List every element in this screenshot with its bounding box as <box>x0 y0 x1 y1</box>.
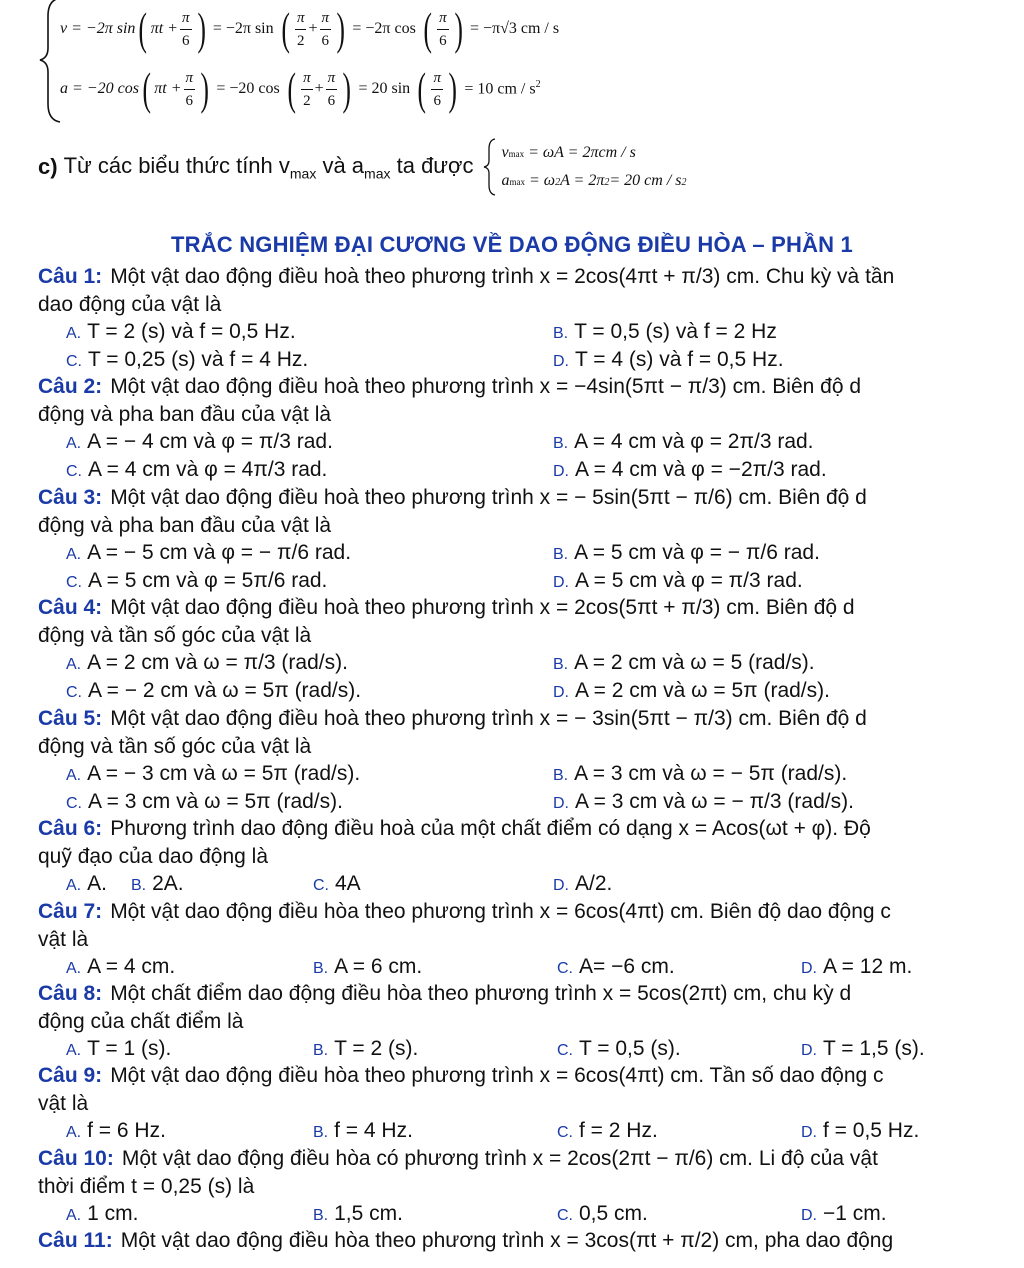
velocity-eq2: = −2π cos <box>352 20 416 37</box>
plus-sign: + <box>308 20 318 37</box>
answer-option-c[interactable] <box>313 870 361 899</box>
answer-option-c[interactable] <box>557 953 675 982</box>
question-label: Câu 4: <box>38 596 103 619</box>
fraction: $\frac{\pi}{2}$ <box>296 9 305 49</box>
part-c-text: Từ các biểu thức tính $v_{max}$ và $a_{max}$ ta được <box>63 152 474 182</box>
answer-option-d[interactable] <box>553 870 612 899</box>
option-text: A= −6 cm. <box>579 955 675 978</box>
answer-option-d[interactable] <box>553 456 827 485</box>
option-letter: B. <box>313 1042 329 1059</box>
option-letter: C. <box>66 683 82 701</box>
option-text: A = 2 cm và ω = 5π (rad/s). <box>575 678 830 702</box>
option-text: T = 2 (s) và f = 0,5 Hz. <box>87 320 296 343</box>
option-letter: A. <box>66 546 82 563</box>
question-6 <box>38 815 1024 842</box>
answer-option-b[interactable] <box>131 870 184 899</box>
answer-option-c[interactable] <box>66 788 343 817</box>
answer-option-b[interactable] <box>313 1035 418 1064</box>
option-letter: D. <box>553 794 569 812</box>
option-text: 4A <box>335 872 361 895</box>
answer-option-a[interactable] <box>66 953 175 982</box>
option-letter: A. <box>66 767 82 784</box>
option-text: A = − 3 cm và ω = 5π (rad/s). <box>87 762 361 785</box>
option-letter: C. <box>557 1124 573 1141</box>
option-letter: C. <box>66 794 82 812</box>
option-text: A = − 5 cm và φ = − π/6 rad. <box>87 541 352 564</box>
answer-option-b[interactable] <box>553 318 777 347</box>
acceleration-lhs: a = −20 cos <box>60 80 139 97</box>
max-values <box>501 144 686 190</box>
option-text: −1 cm. <box>823 1202 887 1225</box>
acceleration-term1-text: πt + <box>154 80 182 97</box>
answer-option-b[interactable] <box>313 1117 413 1146</box>
option-text: A = 4 cm và φ = 4π/3 rad. <box>88 457 328 481</box>
option-letter: B. <box>131 877 147 894</box>
question-text-continued: quỹ đạo của dao động là <box>38 844 269 868</box>
answer-option-b[interactable] <box>313 953 422 982</box>
vmax-row: v max = ωA = 2πcm / s <box>501 144 636 161</box>
acceleration-eq2: = 20 sin <box>358 80 411 97</box>
fraction: $\frac{\pi}{6}$ <box>185 69 194 109</box>
fraction: $\frac{\pi}{6}$ <box>439 9 447 49</box>
answer-option-c[interactable] <box>557 1117 658 1146</box>
option-text: A/2. <box>575 872 613 895</box>
option-letter: D. <box>801 1124 817 1141</box>
option-text: A = − 2 cm và ω = 5π (rad/s). <box>88 678 362 702</box>
answer-option-c[interactable] <box>66 346 308 375</box>
question-2 <box>38 373 1024 400</box>
answer-option-c[interactable] <box>66 677 361 706</box>
velocity-result: = −π√3 cm / s <box>469 20 560 37</box>
option-text: 0,5 cm. <box>579 1202 648 1225</box>
question-label: Câu 8: <box>38 982 103 1005</box>
option-text: f = 2 Hz. <box>579 1119 658 1142</box>
option-letter: C. <box>557 1042 573 1059</box>
question-text-continued: động và pha ban đầu của vật là <box>38 402 332 426</box>
question-text-continued: dao động của vật là <box>38 292 222 316</box>
option-letter: B. <box>313 960 329 977</box>
fraction: $\frac{\pi}{6}$ <box>433 69 441 109</box>
question-10 <box>38 1145 1024 1172</box>
option-letter: B. <box>553 767 569 784</box>
fraction: $\frac{\pi}{2}$ <box>303 69 311 109</box>
option-letter: D. <box>553 352 569 370</box>
answer-option-b[interactable] <box>553 760 847 789</box>
option-text: A = 4 cm và φ = 2π/3 rad. <box>574 430 814 453</box>
question-text-continued: vật là <box>38 927 89 951</box>
option-letter: B. <box>313 1124 329 1141</box>
option-text: A = 6 cm. <box>334 955 423 978</box>
question-label: Câu 11: <box>38 1229 113 1252</box>
superscript: 2 <box>535 79 541 91</box>
option-text: T = 0,25 (s) và f = 4 Hz. <box>88 347 309 371</box>
answer-option-b[interactable] <box>553 649 815 678</box>
option-letter: B. <box>553 546 569 563</box>
question-text: Phương trình dao động điều hoà của một chất điểm có dạng x = Acos(ωt + φ). Độ <box>110 817 871 840</box>
question-text: Một vật dao động điều hòa có phương trình x = 2cos(2πt − π/6) cm. Li độ của vật <box>121 1147 878 1170</box>
velocity-lhs: v = −2π sin <box>60 20 136 37</box>
fraction: $\frac{\pi}{6}$ <box>181 9 190 49</box>
question-label: Câu 6: <box>38 817 103 840</box>
question-text: Một vật dao động điều hoà theo phương trình x = − 3sin(5πt − π/3) cm. Biên độ d <box>110 707 867 730</box>
answer-option-c[interactable] <box>66 567 327 596</box>
answer-option-d[interactable] <box>801 1035 925 1064</box>
question-text: Một vật dao động điều hòa theo phương trình x = 6cos(4πt) cm. Tần số dao động c <box>110 1064 884 1087</box>
question-1 <box>38 263 1024 290</box>
option-text: T = 4 (s) và f = 0,5 Hz. <box>575 347 784 371</box>
option-letter: A. <box>66 656 82 673</box>
question-label: Câu 2: <box>38 375 103 398</box>
question-text-continued: động và tần số góc của vật là <box>38 623 312 647</box>
section-title: TRẮC NGHIỆM ĐẠI CƯƠNG VỀ DAO ĐỘNG ĐIỀU HÒA – PHẦN 1 <box>170 232 853 257</box>
answer-option-b[interactable] <box>553 428 814 457</box>
option-letter: C. <box>557 960 573 977</box>
option-text: T = 2 (s). <box>334 1037 419 1060</box>
answer-option-d[interactable] <box>553 677 830 706</box>
velocity-term1-text: πt + <box>150 20 178 37</box>
option-letter: B. <box>553 325 569 342</box>
option-letter: A. <box>66 325 82 342</box>
option-text: A = − 4 cm và φ = π/3 rad. <box>87 430 333 453</box>
option-letter: D. <box>553 462 569 480</box>
acceleration-row: a = −20 cos ( πt + $\frac{\pi}{6}$ ) = −20 cos ( $\frac{\pi}{2}$ + $\frac{\pi}{6}$ ) = 20 sin ( $\frac{\pi}{6}$ ) = 10 cm / $s^2$ <box>60 63 541 114</box>
option-text: A = 5 cm và φ = − π/6 rad. <box>574 541 820 564</box>
answer-option-a[interactable] <box>66 539 351 568</box>
question-text-continued: động của chất điểm là <box>38 1009 244 1033</box>
question-text-continued: động và pha ban đầu của vật là <box>38 513 332 537</box>
part-c-label: c) <box>38 154 58 179</box>
option-text: A = 4 cm và φ = −2π/3 rad. <box>575 457 827 481</box>
answer-option-c[interactable] <box>557 1035 681 1064</box>
answer-option-c[interactable] <box>557 1200 648 1229</box>
option-text: A = 5 cm và φ = π/3 rad. <box>575 568 803 592</box>
option-text: f = 6 Hz. <box>87 1119 166 1142</box>
option-text: A = 2 cm và ω = 5 (rad/s). <box>574 651 815 674</box>
answer-option-d[interactable] <box>801 953 912 982</box>
question-text-continued: động và tần số góc của vật là <box>38 734 312 758</box>
option-letter: A. <box>66 877 82 894</box>
option-text: A = 4 cm. <box>87 955 176 978</box>
option-letter: A. <box>66 435 82 452</box>
option-letter: C. <box>66 462 82 480</box>
amax-row: a max = ω 2 A = 2π 2 = 20 cm / s 2 <box>501 172 687 189</box>
option-letter: C. <box>66 352 82 370</box>
answer-option-d[interactable] <box>553 788 854 817</box>
question-label: Câu 3: <box>38 486 103 509</box>
question-3 <box>38 484 1024 511</box>
option-letter: D. <box>553 573 569 591</box>
option-letter: D. <box>553 877 569 894</box>
option-text: 2A. <box>152 872 184 895</box>
option-letter: B. <box>313 1207 329 1224</box>
option-text: 1 cm. <box>87 1202 139 1225</box>
option-letter: C. <box>557 1207 573 1224</box>
answer-option-a[interactable] <box>66 428 333 457</box>
option-text: A = 12 m. <box>823 955 913 978</box>
question-text: Một vật dao động điều hoà theo phương trình x = 2cos(4πt + π/3) cm. Chu kỳ và tần <box>110 265 895 288</box>
question-text: Một vật dao động điều hoà theo phương trình x = 2cos(5πt + π/3) cm. Biên độ d <box>110 596 855 619</box>
question-label: Câu 10: <box>38 1147 114 1170</box>
option-text: f = 0,5 Hz. <box>823 1119 920 1142</box>
option-text: f = 4 Hz. <box>334 1119 413 1142</box>
answer-option-a[interactable] <box>66 870 107 899</box>
question-text: Một vật dao động điều hoà theo phương trình x = − 5sin(5πt − π/6) cm. Biên độ d <box>110 486 867 509</box>
question-4 <box>38 594 1024 621</box>
option-letter: A. <box>66 1124 82 1141</box>
fraction: $\frac{\pi}{6}$ <box>327 69 336 109</box>
question-label: Câu 5: <box>38 707 103 730</box>
option-text: 1,5 cm. <box>334 1202 403 1225</box>
left-brace-icon <box>483 137 497 197</box>
answer-option-a[interactable] <box>66 318 296 347</box>
answer-option-d[interactable] <box>801 1200 887 1229</box>
option-letter: D. <box>553 683 569 701</box>
question-label: Câu 9: <box>38 1064 103 1087</box>
question-5 <box>38 705 1024 732</box>
option-letter: B. <box>553 435 569 452</box>
option-text: A. <box>87 872 107 895</box>
answer-option-d[interactable] <box>553 567 803 596</box>
answer-option-a[interactable] <box>66 649 348 678</box>
option-letter: A. <box>66 1042 82 1059</box>
left-brace-icon <box>38 0 62 124</box>
answer-option-a[interactable] <box>66 1117 166 1146</box>
velocity-acceleration-system <box>38 0 998 124</box>
option-letter: A. <box>66 1207 82 1224</box>
question-7 <box>38 898 1024 925</box>
question-label: Câu 1: <box>38 265 103 288</box>
option-letter: C. <box>313 877 329 894</box>
question-text: Một chất điểm dao động điều hòa theo phương trình x = 5cos(2πt) cm, chu kỳ d <box>110 982 852 1005</box>
option-text: T = 1,5 (s). <box>823 1037 925 1060</box>
option-text: A = 5 cm và φ = 5π/6 rad. <box>88 568 328 592</box>
velocity-row: v = −2π sin ( πt + $\frac{\pi}{6}$ ) = −2π sin ( $\frac{\pi}{2}$ + $\frac{\pi}{6}$ ) = −2π cos ( $\frac{\pi}{6}$ ) = −π√3 cm / s <box>60 3 560 54</box>
option-letter: C. <box>66 573 82 591</box>
option-text: T = 0,5 (s) và f = 2 Hz <box>574 320 777 343</box>
question-9 <box>38 1062 1024 1089</box>
answer-option-a[interactable] <box>66 760 360 789</box>
option-text: A = 3 cm và ω = − π/3 (rad/s). <box>575 789 854 813</box>
question-11 <box>38 1227 1024 1254</box>
question-text: Một vật dao động điều hòa theo phương trình x = 3cos(πt + π/2) cm, pha dao động <box>120 1229 894 1252</box>
answer-option-c[interactable] <box>66 456 327 485</box>
answer-option-b[interactable] <box>553 539 820 568</box>
option-letter: D. <box>801 1042 817 1059</box>
plus-sign: + <box>314 80 324 97</box>
option-text: T = 0,5 (s). <box>579 1037 681 1060</box>
option-text: A = 3 cm và ω = − 5π (rad/s). <box>574 762 848 785</box>
question-text: Một vật dao động điều hoà theo phương trình x = −4sin(5πt − π/3) cm. Biên độ d <box>110 375 862 398</box>
option-letter: B. <box>553 656 569 673</box>
acceleration-eq1: = −20 cos <box>216 80 280 97</box>
option-text: T = 1 (s). <box>87 1037 172 1060</box>
velocity-eq1: = −2π sin <box>212 20 274 37</box>
answer-option-a[interactable] <box>66 1035 171 1064</box>
answer-option-d[interactable] <box>801 1117 919 1146</box>
question-text: Một vật dao động điều hòa theo phương trình x = 6cos(4πt) cm. Biên độ dao động c <box>110 900 891 923</box>
question-text-continued: thời điểm t = 0,25 (s) là <box>38 1174 255 1198</box>
option-text: A = 2 cm và ω = π/3 (rad/s). <box>87 651 348 674</box>
question-label: Câu 7: <box>38 900 103 923</box>
question-8 <box>38 980 1024 1007</box>
answer-option-a[interactable] <box>66 1200 138 1229</box>
option-letter: D. <box>801 960 817 977</box>
option-letter: A. <box>66 960 82 977</box>
fraction: $\frac{\pi}{6}$ <box>321 9 330 49</box>
part-c <box>38 136 998 198</box>
answer-option-d[interactable] <box>553 346 784 375</box>
option-text: A = 3 cm và ω = 5π (rad/s). <box>88 789 343 813</box>
option-letter: D. <box>801 1207 817 1224</box>
acceleration-result: = 10 cm / s <box>464 80 536 98</box>
question-text-continued: vật là <box>38 1091 89 1115</box>
answer-option-b[interactable] <box>313 1200 403 1229</box>
